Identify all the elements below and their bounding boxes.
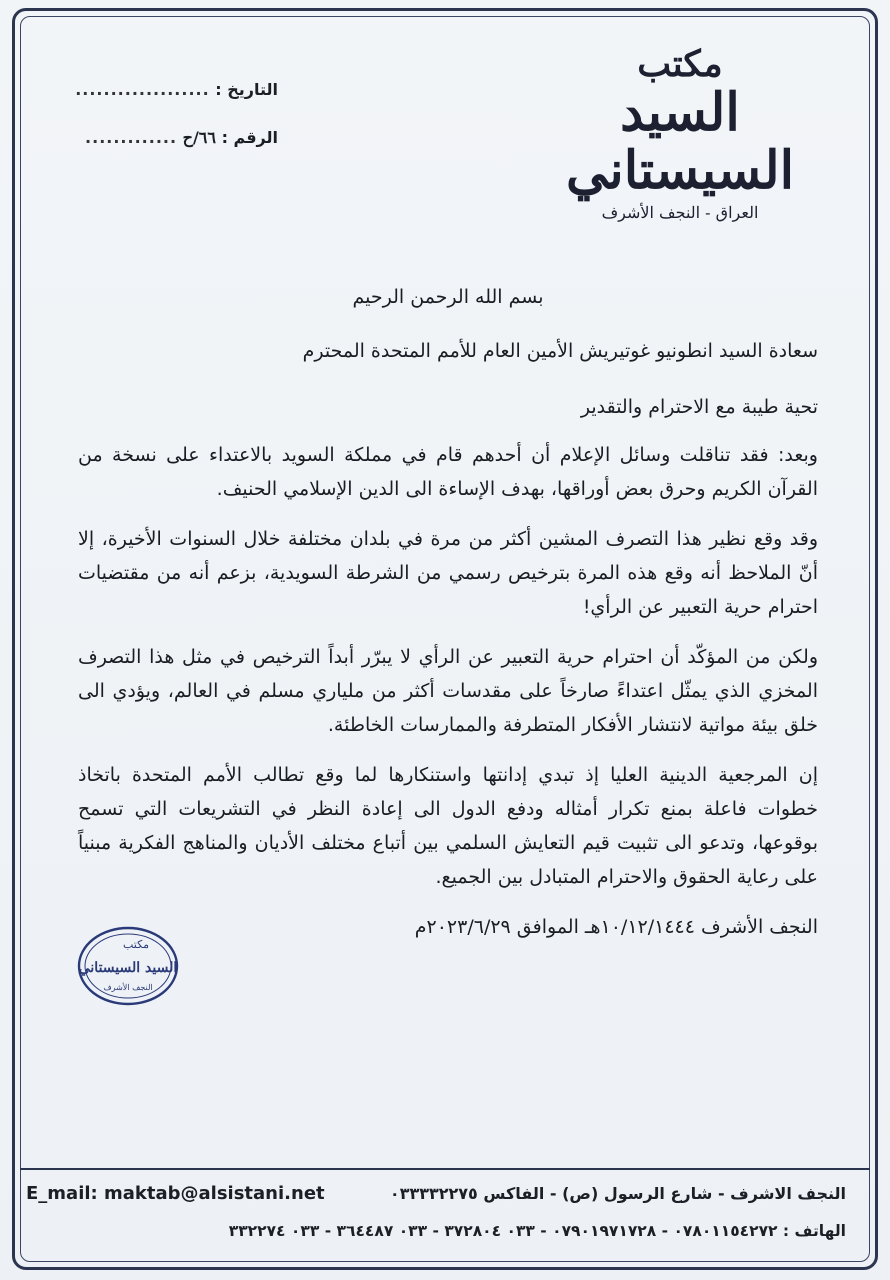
greeting: تحية طيبة مع الاحترام والتقدير (580, 396, 818, 418)
paragraph-4: إن المرجعية الدينية العليا إذ تبدي إدانتها واستنكارها لما وقع تطالب الأمم المتحدة باتخاذ خطوات فاعلة بمنع تكرار أمثاله ودفع الدول الى إعادة النظر في التشريعات التي تسمح بوقوعها، وتدعو الى تثبيت قيم التعايش السلمي بين أتباع مختلف الأديان والمناهج الفكرية مبنياً على رعاية الحقوق والاحترام المتبادل بين الجميع. (78, 764, 818, 888)
number-value: ٦٦/ح (182, 128, 216, 147)
signature-date-line: النجف الأشرف ١٠/١٢/١٤٤٤هـ الموافق ٢٠٢٣/٦/٢٩م (414, 916, 818, 938)
footer-email[interactable]: E_mail: maktab@alsistani.net (26, 1183, 325, 1204)
addressee: سعادة السيد انطونيو غوتيريش الأمين العام للأمم المتحدة المحترم (302, 340, 818, 362)
letter-body (78, 280, 818, 944)
reference-block (75, 80, 278, 176)
footer-contact-row (26, 1180, 846, 1210)
number-label: الرقم : (221, 128, 278, 147)
paragraph-1: وبعد: فقد تناقلت وسائل الإعلام أن أحدهم قام في مملكة السويد بالاعتداء على نسخة من القرآن الكريم وحرق بعض أوراقها، بهدف الإساءة الى الدين الإسلامي الحنيف. (78, 444, 818, 500)
paragraph-2: وقد وقع نظير هذا التصرف المشين أكثر من مرة في بلدان مختلفة خلال السنوات الأخيرة، إلا أنّ الملاحظ أنه وقع هذه المرة بترخيص رسمي من الشرطة السويدية، بزعم أنه من مقتضيات احترام حرية التعبير عن الرأي! (78, 528, 818, 618)
logo-location-text: العراق - النجف الأشرف (601, 203, 759, 222)
date-value: ................... (75, 80, 210, 99)
office-seal-stamp (76, 924, 180, 1008)
seal-bottom-text: النجف الأشرف (103, 983, 153, 992)
number-row (85, 128, 278, 176)
footer-address: النجف الاشرف - شارع الرسول (ص) - الفاكس ٠٣٣٣٣٢٢٧٥ (389, 1184, 846, 1203)
footer-phones: الهاتف : ٠٧٨٠١١٥٤٢٧٢ - ٠٧٩٠١٩٧١٧٢٨ - ٠٣٣ ٣٧٢٨٠٤ - ٠٣٣ ٣٦٤٤٨٧ - ٠٣٣ ٣٣٢٢٧٤ (228, 1222, 846, 1240)
logo-office-text: مكتب (637, 43, 723, 85)
seal-top-text: مكتب (122, 938, 150, 951)
basmala: بسم الله الرحمن الرحيم (352, 286, 544, 308)
paragraph-3: ولكن من المؤكّد أن احترام حرية التعبير عن الرأي لا يبرّر أبداً الترخيص في مثل هذا التصرف المخزي الذي يمثّل اعتداءً صارخاً على مقدسات أكثر من ملياري مسلم في العالم، ويؤدي الى خلق بيئة مواتية لانتشار الأفكار المتطرفة والممارسات الخاطئة. (78, 646, 818, 736)
footer-divider (20, 1168, 870, 1170)
logo-name-text: السيد السيستاني (565, 82, 795, 201)
number-dots: ............. (85, 128, 178, 147)
date-row (75, 80, 278, 128)
letterhead-logo (530, 43, 830, 222)
date-label: التاريخ : (215, 80, 278, 99)
seal-name-text: السيد السيستاني (78, 960, 178, 976)
